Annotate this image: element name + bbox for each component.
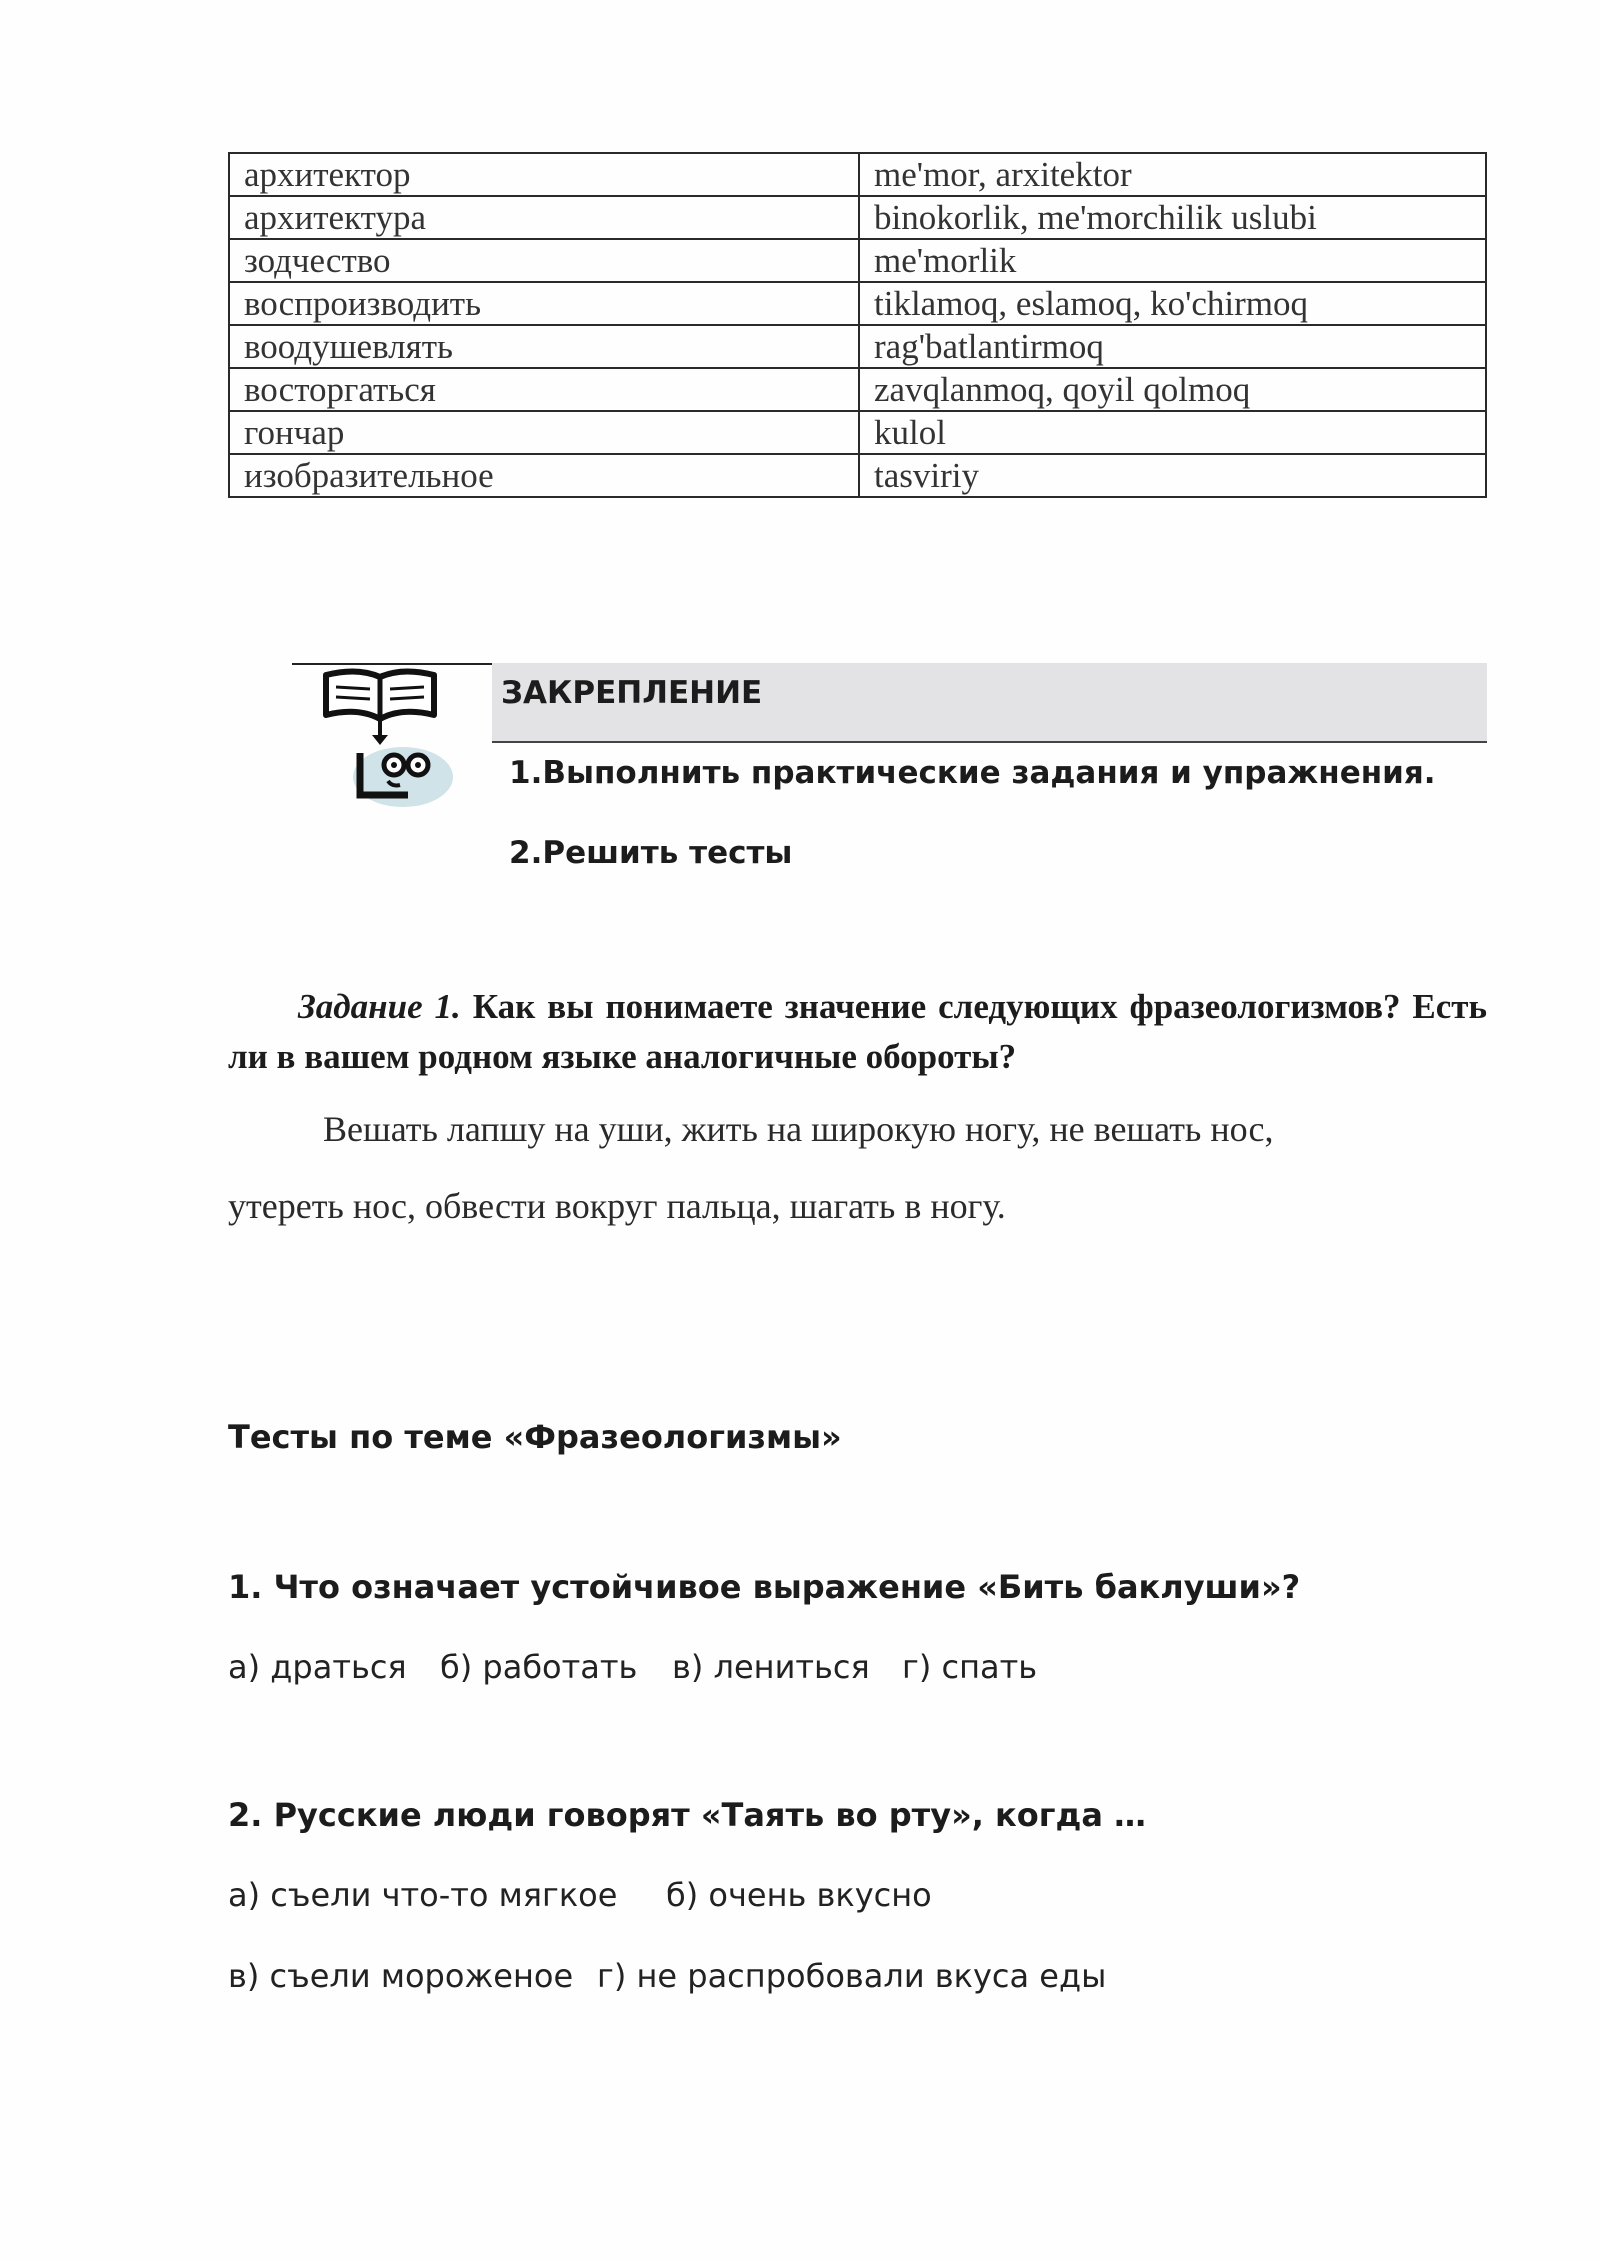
uzbek-translation: tasviriy [859, 454, 1486, 497]
vocabulary-table-body [229, 153, 1486, 497]
consolidation-header [492, 663, 1487, 743]
uzbek-translation: me'mor, arxitektor [859, 153, 1486, 196]
table-row [229, 368, 1486, 411]
russian-word: воспроизводить [229, 282, 859, 325]
task-question [228, 982, 1487, 1082]
consolidation-item: 2.Решить тесты [509, 835, 793, 871]
table-row [229, 411, 1486, 454]
uzbek-translation: binokorlik, me'morchilik uslubi [859, 196, 1486, 239]
answer-option: в) лениться [672, 1648, 870, 1686]
table-row [229, 239, 1486, 282]
russian-word: архитектор [229, 153, 859, 196]
answer-option: а) съели что-то мягкое [228, 1876, 618, 1914]
table-row [229, 153, 1486, 196]
russian-word: архитектура [229, 196, 859, 239]
phrases-line: Вешать лапшу на уши, жить на широкую ногу, не вешать нос, [323, 1109, 1274, 1149]
table-row [229, 196, 1486, 239]
book-thinker-icon [308, 667, 458, 817]
vocabulary-table [228, 152, 1487, 498]
russian-word: восторгаться [229, 368, 859, 411]
question-text: 2. Русские люди говорят «Таять во рту», когда … [228, 1796, 1147, 1834]
phrases-line: утереть нос, обвести вокруг пальца, шагать в ногу. [228, 1186, 1006, 1226]
task-question-text: Как вы понимаете значение следующих фразеологизмов? Есть ли в вашем родном языке аналогичные обороты? [228, 987, 1488, 1076]
question-text: 1. Что означает устойчивое выражение «Бить баклуши»? [228, 1568, 1301, 1606]
table-row [229, 282, 1486, 325]
russian-word: воодушевлять [229, 325, 859, 368]
answer-option: в) съели мороженое [228, 1957, 574, 1995]
russian-word: гончар [229, 411, 859, 454]
russian-word: зодчество [229, 239, 859, 282]
answer-option: г) спать [902, 1648, 1038, 1686]
answer-option: б) очень вкусно [666, 1876, 932, 1914]
section-title: ЗАКРЕПЛЕНИЕ [501, 675, 763, 711]
answer-option: а) драться [228, 1648, 407, 1686]
uzbek-translation: tiklamoq, eslamoq, ko'chirmoq [859, 282, 1486, 325]
task-label: Задание 1. [298, 987, 461, 1026]
answer-option: б) работать [440, 1648, 638, 1686]
russian-word: изобразительное [229, 454, 859, 497]
consolidation-item: 1.Выполнить практические задания и упражнения. [509, 755, 1436, 791]
uzbek-translation: kulol [859, 411, 1486, 454]
consolidation-block [292, 663, 1487, 893]
tests-title: Тесты по теме «Фразеологизмы» [228, 1418, 842, 1456]
uzbek-translation: zavqlanmoq, qoyil qolmoq [859, 368, 1486, 411]
uzbek-translation: me'morlik [859, 239, 1486, 282]
answer-option: г) не распробовали вкуса еды [597, 1957, 1107, 1995]
uzbek-translation: rag'batlantirmoq [859, 325, 1486, 368]
table-row [229, 454, 1486, 497]
table-row [229, 325, 1486, 368]
divider [292, 663, 492, 665]
